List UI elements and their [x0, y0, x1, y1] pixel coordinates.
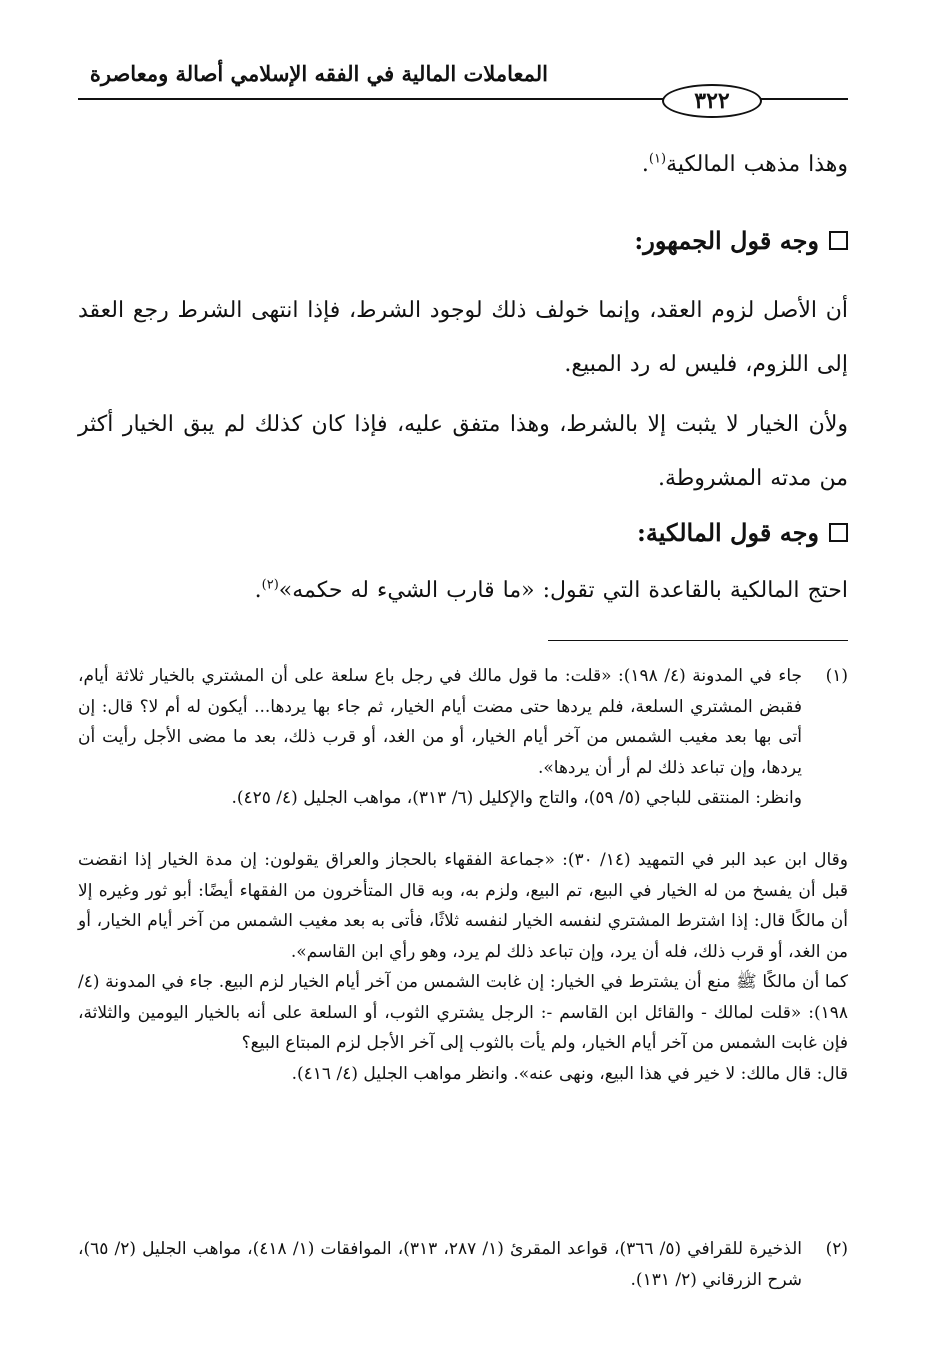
footnote-separator: [548, 640, 848, 641]
footnote-1-paragraph: كما أن مالكًا ﷺ منع أن يشترط في الخيار: إن غابت الشمس من آخر أيام الخيار لزم البيع. جاء في المدونة (٤/ ١٩٨): «قلت لمالك - والقائل ابن القاسم -: الرجل يشتري الثوب، أو السلعة على أنه بالخيار اليومين والثلاثة، فإن غابت الشمس من آخر أيام الخيار، ولم يأت بالثوب إلى آخر الأجل لزم المبتاع البيع؟: [78, 972, 848, 1053]
footnote-2-body: [78, 1234, 802, 1295]
heading-jumhur-text: وجه قول الجمهور:: [634, 226, 819, 255]
footnote-2-paragraph: الذخيرة للقرافي (٥/ ٣٦٦)، قواعد المقرئ (١/ ٢٨٧، ٣١٣)، الموافقات (١/ ٤١٨)، مواهب الجليل (٢/ ٦٥)، شرح الزرقاني (٢/ ١٣١).: [78, 1239, 802, 1290]
footnote-2-number: (٢): [825, 1239, 848, 1259]
footnote-1-paragraph: وقال ابن عبد البر في التمهيد (١٤/ ٣٠): «جماعة الفقهاء بالحجاز والعراق يقولون: إن مدة الخيار إذا انقضت قبل أن يفسخ من له الخيار في البيع، تم البيع، ولزم به، وبه قال المتأخرون من الفقهاء أيضًا: أبو ثور وغيره إلا أن مالكًا قال: إذا اشترط المشتري لنفسه الخيار لنفسه ثلاثًا، فأتى به بعد مغيب الشمس من آخر أيام الخيار، أو من الغد، أو قرب ذلك، فله أن يرد، وإن تباعد ذلك لم يرد، وهو رأي ابن القاسم».: [78, 850, 848, 962]
footnote-ref-1[interactable]: (١): [648, 151, 667, 167]
intro-text: وهذا مذهب المالكية: [666, 152, 848, 177]
footnote-1-paragraph: جاء في المدونة (٤/ ١٩٨): «قلت: ما قول مالك في رجل باع سلعة على أن المشتري بالخيار ثلاثة أيام، فقبض المشتري السلعة، فلم يردها حتى مضت أيام الخيار، ثم جاء بها يردها... أيكون له أم لا؟ قال: إن أتى بها بعد مغيب الشمس من آخر أيام الخيار، أو من الغد، أو قرب ذلك، بعد ما مضى الأجل رأيت أن يردها، وإن تباعد ذلك لم أر أن يردها».: [78, 666, 803, 778]
paragraph-3-end: .: [254, 578, 262, 603]
intro-end: .: [641, 152, 649, 177]
paragraph-3: [78, 576, 848, 606]
running-title: المعاملات المالية في الفقه الإسلامي أصالة ومعاصرة: [89, 61, 548, 86]
page-number: ٣٢٢: [662, 84, 762, 118]
checkbox-square-icon: [829, 231, 848, 250]
paragraph-1: أن الأصل لزوم العقد، وإنما خولف ذلك لوجود الشرط، فإذا انتهى الشرط رجع العقد إلى اللزوم، فليس له رد المبيع.: [78, 298, 848, 377]
heading-jumhur: [78, 224, 848, 258]
intro-line: [78, 150, 848, 180]
footnote-2: [78, 1234, 848, 1295]
footnote-1-continued-a: [78, 845, 848, 1089]
footnote-1: [78, 661, 848, 814]
checkbox-square-icon: [829, 523, 848, 542]
footnote-1-body: [78, 661, 802, 814]
paragraph-3-text: احتج المالكية بالقاعدة التي تقول: «ما قارب الشيء له حكمه»: [278, 578, 848, 603]
footnote-ref-2[interactable]: (٢): [261, 577, 279, 593]
footnote-1-number: (١): [825, 666, 848, 686]
paragraph-2: ولأن الخيار لا يثبت إلا بالشرط، وهذا متفق عليه، فإذا كان كذلك لم يبق الخيار أكثر من مدته المشروطة.: [78, 412, 848, 491]
heading-malikiyya: [78, 516, 848, 550]
footnote-1-paragraph: قال: قال مالك: لا خير في هذا البيع، ونهى عنه». وانظر مواهب الجليل (٤/ ٤١٦).: [291, 1063, 848, 1084]
footnote-1-paragraph: وانظر: المنتقى للباجي (٥/ ٥٩)، والتاج والإكليل (٦/ ٣١٣)، مواهب الجليل (٤/ ٤٢٥).: [231, 788, 802, 808]
heading-malikiyya-text: وجه قول المالكية:: [636, 518, 819, 547]
